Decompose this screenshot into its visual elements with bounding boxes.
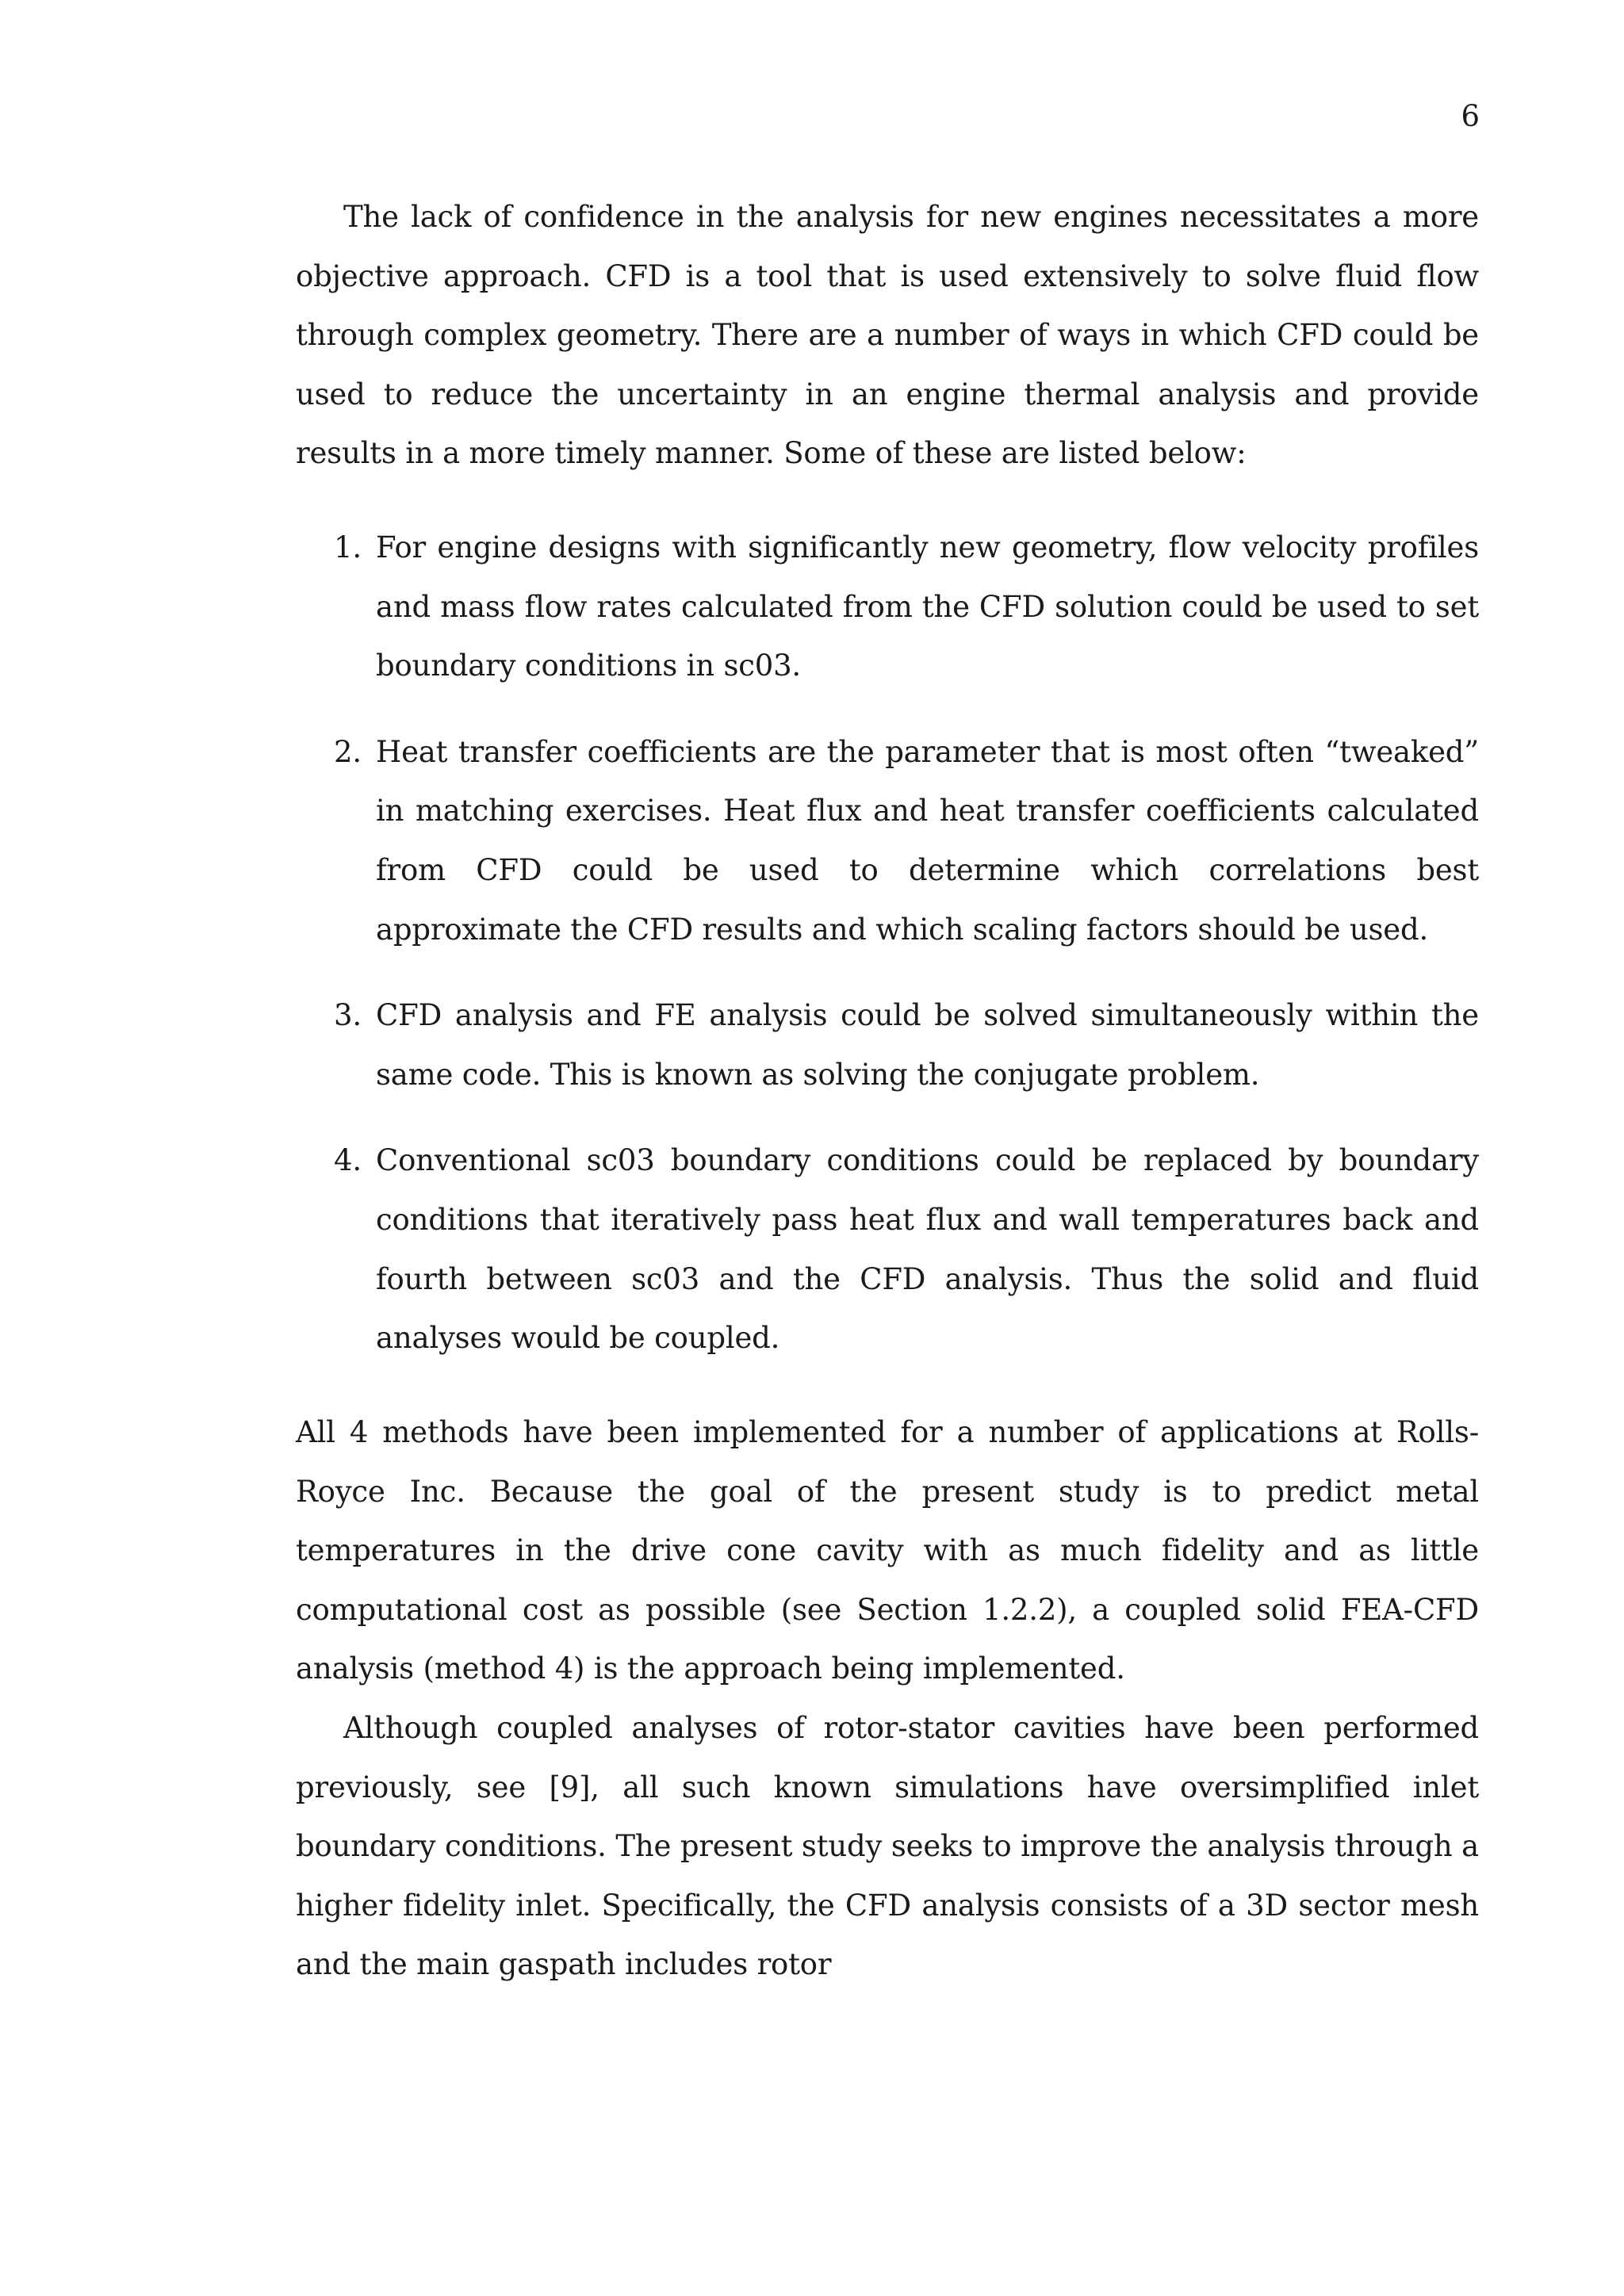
list-item-number: 2.: [334, 734, 362, 769]
intro-section: [296, 188, 1479, 484]
list-item-text: For engine designs with significantly new geometry, flow velocity profiles and mass flow rates calculated from the CFD solution could be used to set boundary conditions in sc03.: [376, 530, 1479, 683]
closing-paragraph-1: All 4 methods have been implemented for a number of applications at Rolls-Royce Inc. Because the goal of the present study is to predict metal temperatures in the drive cone cavity with as much fidelity and as little computational cost as possible (see Section 1.2.2), a coupled solid FEA-CFD analysis (method 4) is the approach being implemented.: [296, 1415, 1479, 1686]
list-item: [296, 986, 1479, 1104]
list-item: [296, 519, 1479, 696]
closing-paragraph-2: Although coupled analyses of rotor-stator cavities have been performed previously, see [9], all such known simulations have oversimplified inlet boundary conditions. The present study seeks to improve the analysis through a higher fidelity inlet. Specifically, the CFD analysis consists of a 3D sector mesh and the main gaspath includes rotor: [296, 1710, 1479, 1982]
list-item-number: 1.: [334, 530, 362, 564]
closing-section: [296, 1403, 1479, 1995]
list-item-text: Heat transfer coefficients are the parameter that is most often “tweaked” in matching exercises. Heat flux and heat transfer coefficients calculated from CFD could be used to determine which correlations best approximate the CFD results and which scaling factors should be used.: [376, 734, 1479, 947]
list-item-number: 4.: [334, 1143, 362, 1178]
list-item: [296, 723, 1479, 959]
list-item: [296, 1131, 1479, 1368]
page-number: 6: [1461, 99, 1480, 133]
list-item-number: 3.: [334, 998, 362, 1033]
intro-paragraph: The lack of confidence in the analysis for new engines necessitates a more objective approach. CFD is a tool that is used extensively to solve fluid flow through complex geometry. There are a number of ways in which CFD could be used to reduce the uncertainty in an engine thermal analysis and provide results in a more timely manner. Some of these are listed below:: [296, 200, 1479, 471]
numbered-list: [296, 519, 1479, 1395]
list-item-text: CFD analysis and FE analysis could be solved simultaneously within the same code. This is known as solving the conjugate problem.: [376, 998, 1479, 1092]
list-item-text: Conventional sc03 boundary conditions could be replaced by boundary conditions that iteratively pass heat flux and wall temperatures back and fourth between sc03 and the CFD analysis. Thus the solid and fluid analyses would be coupled.: [376, 1143, 1479, 1356]
